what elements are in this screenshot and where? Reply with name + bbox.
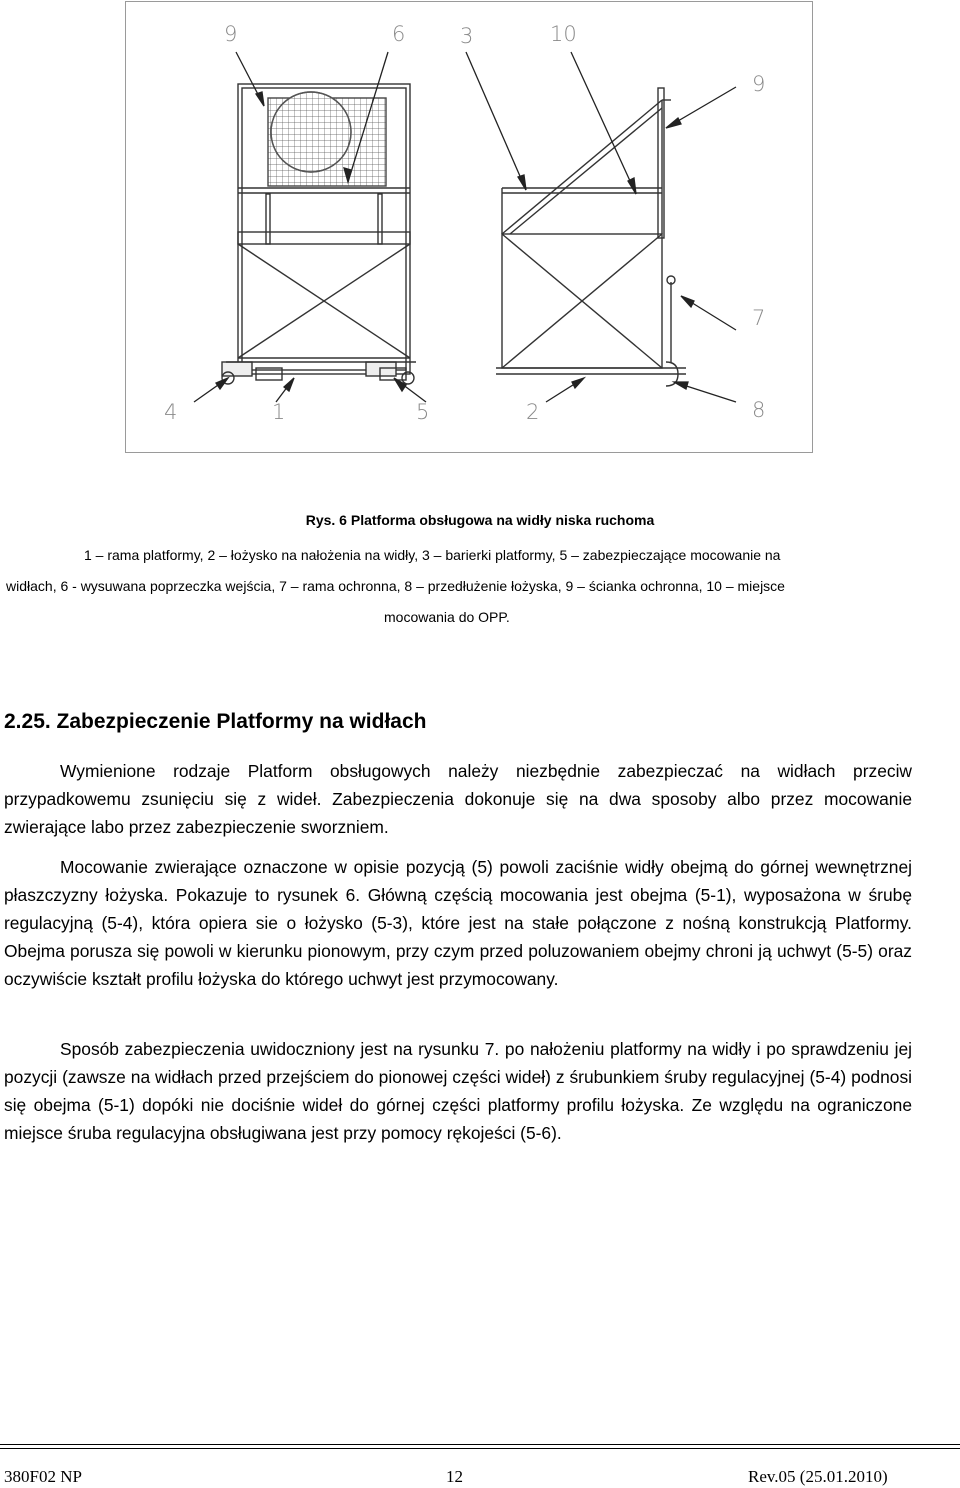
footer-page-number: 12 [446,1467,463,1486]
callout-10: 10 [550,22,577,46]
callout-6: 6 [392,22,406,46]
figure-caption-title: Rys. 6 Platforma obsługowa na widły niska ruchoma [305,512,655,528]
paragraph-1-text: Wymienione rodzaje Platform obsługowych należy niezbędnie zabezpieczać na widłach przeciw przypadkowemu zsunięciu się z wideł. Zabezpieczenia dokonuje się na dwa sposoby albo przez mocowanie zwierające labo przez zabezpieczenie sworzniem. [4,761,912,837]
side-view [496,88,686,386]
paragraph-3-text: Sposób zabezpieczenia uwidoczniony jest na rysunku 7. po nałożeniu platformy na widły i po sprawdzeniu jej pozycji (zawsze na widłach przed przejściem do pionowej części wideł) z śrubunkiem śruby regulacyjnej (5-4) podnosi się obejma (5-1) dopóki nie dociśnie wideł do górnej części platformy profilu łożyska. Ze względu na ograniczone miejsce śruba regulacyjna obsługiwana jest przy pomocy rękojeści (5-6). [4,1039,912,1143]
callout-1: 1 [272,400,286,424]
paragraph-2 [4,853,912,993]
front-view [222,84,416,384]
callout-9-left: 9 [224,22,238,46]
footer-rule [0,1444,960,1445]
callout-2: 2 [526,400,540,424]
figure-caption-line-1: 1 – rama platformy, 2 – łożysko na nałożenia na widły, 3 – barierki platformy, 5 – zabezpieczające mocowanie na [84,547,781,563]
paragraph-2-text: Mocowanie zwierające oznaczone w opisie pozycją (5) powoli zaciśnie widły obejmą do górnej wewnętrznej płaszczyzny łożyska. Pokazuje to rysunek 6. Główną częścią mocowania jest obejma (5-1), wyposażona w śrubę regulacyjną (5-4), która opiera sie o łożysko (5-3), które jest na stałe połączone z nośną konstrukcją Platformy. Obejma porusza się powoli w kierunku pionowym, przy czym przed poluzowaniem obejmy chroni ją uchwyt (5-5) oraz oczywiście kształt profilu łożyska do którego uchwyt jest przymocowany. [4,857,912,989]
callout-3: 3 [460,24,474,48]
figure-caption-line-3: mocowania do OPP. [384,609,510,625]
callout-8: 8 [752,398,766,422]
footer-revision: Rev.05 (25.01.2010) [748,1467,888,1486]
technical-drawing [125,1,813,453]
paragraph-3 [4,1035,912,1147]
paragraph-1 [4,757,912,841]
footer-rule-thin [0,1448,960,1449]
callout-5: 5 [416,400,430,424]
callout-7: 7 [752,306,766,330]
callout-9-right: 9 [752,72,766,96]
callout-4: 4 [164,400,178,424]
section-heading: 2.25. Zabezpieczenie Platformy na widłach [4,710,427,733]
platform-drawing-svg [126,2,814,454]
figure-caption-line-2: widłach, 6 - wysuwana poprzeczka wejścia, 7 – rama ochronna, 8 – przedłużenie łożyska, 9 – ścianka ochronna, 10 – miejsce [6,578,785,594]
footer-doc-code: 380F02 NP [4,1467,82,1486]
